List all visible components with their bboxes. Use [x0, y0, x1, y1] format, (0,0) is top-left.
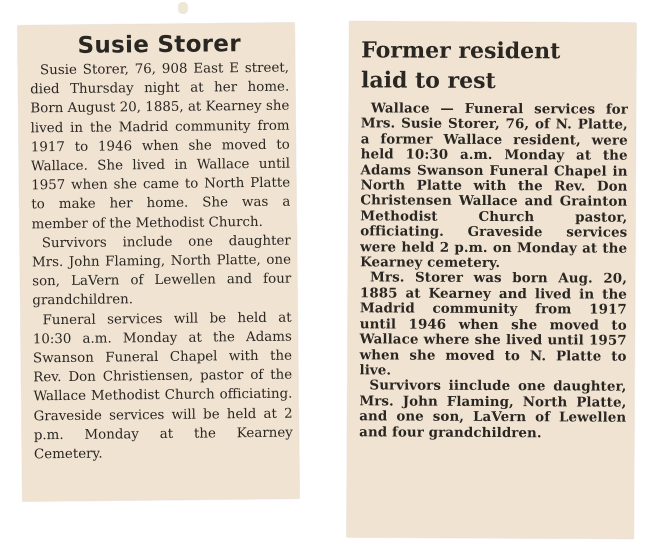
paragraph-biography: Mrs. Storer was born Aug. 20, 1885 at Kearney and lived in the Madrid community from 1917 until 1946 when she moved to Wallace where she lived until 1957 when she moved to N. Platte to live.	[359, 269, 628, 379]
paper-fleck	[178, 2, 188, 14]
paragraph-survivors: Survivors include one daughter Mrs. John Flaming, North Platte, one son, LaVern of Lewellen and four grandchildren.	[31, 233, 292, 309]
obituary-clipping-right	[347, 21, 637, 538]
paragraph-death-notice: Susie Storer, 76, 908 East E street, died Thursday night at her home. Born August 20, 1885, at Kearney she lived in the Madrid community from 1917 to 1946 when she moved to Wallace. She lived in Wallace until 1957 when she came to North Platte to make her home. She was a member of the Methodist Church.	[30, 60, 291, 232]
headline	[361, 35, 628, 96]
paragraph-services: Wallace — Funeral services for Mrs. Susie Storer, 76, of N. Platte, a former Wallace resident, were held 10:30 a.m. Monday at the Adams Swanson Funeral Chapel in North Platte with the Rev. Don Christensen Wallace and Grainton Methodist Church pastor, officiating. Graveside services were held 2 p.m. on Monday at the Kearney cemetery.	[360, 100, 628, 272]
headline-line-1: Former resident	[361, 37, 561, 65]
paragraph-services: Funeral services will be held at 10:30 a.m. Monday at the Adams Swanson Funeral Chapel with the Rev. Don Christiensen, pastor of the Wallace Methodist Church officiating. Graveside services will be held at 2 p.m. Monday at the Kearney Cemetery.	[32, 310, 293, 463]
headline-line-2: laid to rest	[360, 67, 496, 95]
headline: Susie Storer	[77, 31, 242, 59]
obituary-clipping-left	[18, 23, 300, 502]
paragraph-survivors: Survivors iinclude one daughter, Mrs. John Flaming, North Platte, and one son, LaVern of Lewellen and four grandchildren.	[359, 377, 627, 441]
